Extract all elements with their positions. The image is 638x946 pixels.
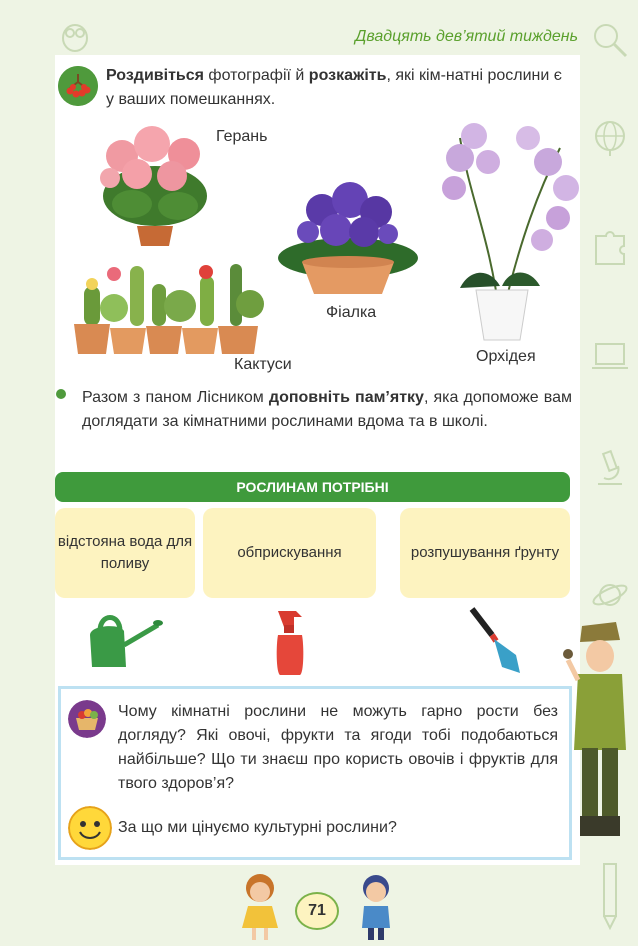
task-verb-tell: розкажіть — [308, 67, 387, 84]
page-header-title: Двадцять дев’ятий тиждень — [355, 28, 578, 45]
task-text-part: фотографії й — [203, 67, 309, 84]
page-number: 71 — [295, 892, 339, 930]
memo-text-part: Разом з паном Лісником — [82, 389, 269, 406]
pencil-icon — [590, 860, 630, 930]
watering-can-icon — [80, 605, 164, 675]
question-1: Чому кімнатні рослини не можуть гарно рости без догляду? Які овочі, фрукти та ягоди тобі подобаються найбільше? Що ти знаєш про користь овочів і фруктів для твого здоров’я? — [118, 703, 558, 792]
memo-card-water: відстояна вода для поливу — [55, 508, 195, 598]
globe-icon — [590, 118, 630, 158]
cacti-photo — [70, 256, 274, 358]
caption-geranium: Герань — [216, 128, 268, 145]
magnifier-icon — [590, 20, 630, 60]
owl-icon — [60, 18, 90, 52]
caption-cacti: Кактуси — [234, 356, 292, 373]
task-text-part: , які кім-натні рослини є у ваших помешканнях. — [106, 67, 562, 108]
bullet-point — [56, 389, 66, 399]
microscope-icon — [590, 448, 630, 488]
geranium-photo — [92, 116, 218, 248]
spray-bottle-icon — [270, 605, 310, 677]
boy-illustration — [352, 872, 400, 942]
task-instruction — [106, 64, 571, 112]
task-verb-look: Роздивіться — [106, 67, 204, 84]
memo-verb-complete: доповніть пам’ятку — [268, 389, 424, 406]
trowel-icon — [466, 605, 526, 675]
caption-violet: Фіалка — [326, 304, 377, 321]
question-2: За що ми цінуємо культурні рослини? — [118, 819, 397, 836]
laptop-icon — [590, 336, 630, 376]
memo-card-loosening: розпушування ґрунту — [400, 508, 570, 598]
memo-card-spray: обприскування — [203, 508, 376, 598]
smiley-icon — [68, 806, 112, 850]
caption-orchid: Орхідея — [476, 348, 536, 365]
planet-icon — [590, 575, 630, 615]
memo-instruction — [82, 386, 572, 434]
girl-illustration — [236, 872, 284, 942]
memo-text-part: , яка допоможе вам доглядати за кімнатними рослинами вдома та в школі. — [82, 389, 572, 430]
basket-icon — [68, 700, 106, 738]
memo-title: РОСЛИНАМ ПОТРІБНІ — [55, 472, 570, 502]
violet-photo — [272, 170, 424, 300]
puzzle-icon — [590, 228, 630, 268]
berries-icon — [58, 66, 98, 106]
orchid-photo — [430, 118, 584, 344]
